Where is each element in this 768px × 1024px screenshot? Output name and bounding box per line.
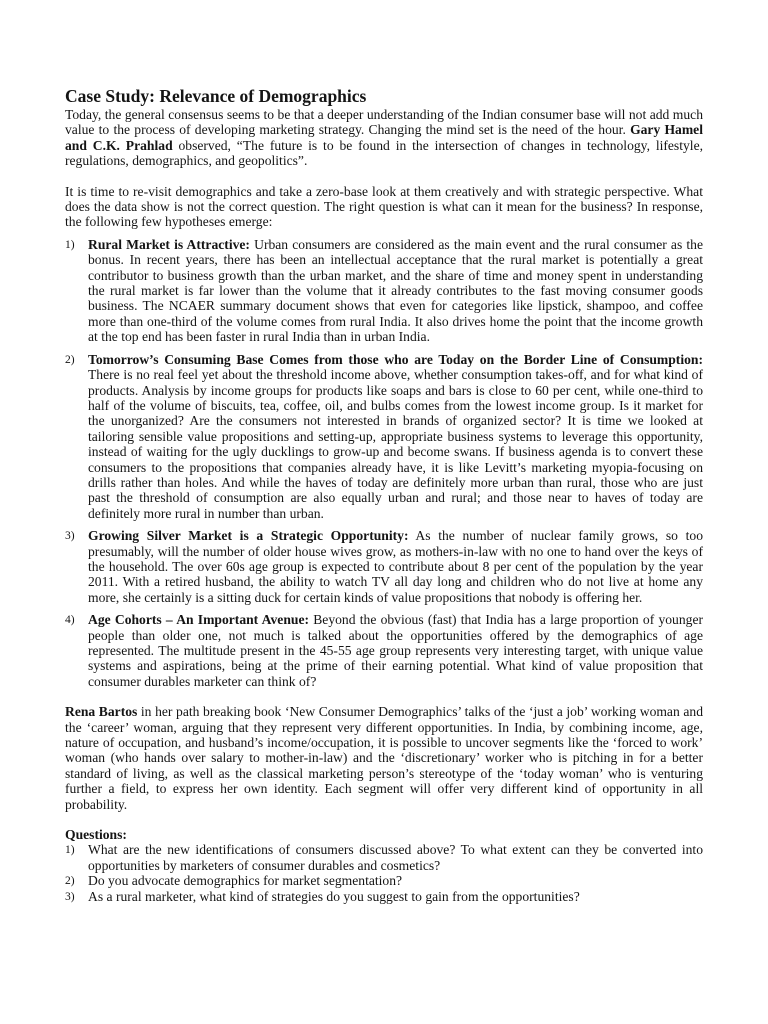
- list-item-number: 2): [65, 353, 75, 366]
- list-item-heading: Growing Silver Market is a Strategic Opportunity:: [88, 528, 409, 544]
- list-item-number: 1): [65, 238, 75, 251]
- intro-authors: Gary Hamel and C.K. Prahlad: [65, 122, 703, 153]
- question-number: 3): [65, 890, 75, 903]
- list-item: [65, 237, 703, 345]
- list-item-number: 3): [65, 530, 75, 543]
- questions-title: Questions:: [65, 827, 127, 843]
- list-item-heading: Tomorrow’s Consuming Base Comes from those who are Today on the Border Line of Consumption:: [88, 351, 703, 367]
- list-item-text: Urban consumers are considered as the main event and the rural consumer as the bonus. In recent years, there has been an intellectual acceptance that the rural market is potentially a great contributor to business growth than the urban market, and the share of time and money spent in understanding the rural market is far lower than the volume that it already contributes to the fast moving consumer goods business. The NCAER summary document shows that even for categories like lipstick, shampoo, and coffee more than one-third of the volume comes from rural India. It also drives home the point that the income growth at the top end has been faster in rural India than in urban India.: [88, 236, 703, 345]
- list-item-number: 4): [65, 614, 75, 627]
- list-item: [65, 612, 703, 689]
- question-number: 1): [65, 844, 75, 857]
- question-item: [65, 889, 703, 904]
- list-item-heading: Age Cohorts – An Important Avenue:: [88, 612, 310, 628]
- question-number: 2): [65, 875, 75, 888]
- list-item-text: Beyond the obvious (fast) that India has a large proportion of younger people than older one, not much is talked about the opportunities offered by the demographics of age represented. The multitude present in the 45-55 age group represents very interesting target, with unique value systems and aspirations, being at the prime of their earning potential. What kind of value proposition that consumer durables marketer can think of?: [88, 612, 703, 689]
- question-text: Do you advocate demographics for market segmentation?: [88, 873, 403, 889]
- list-item-text: There is no real feel yet about the threshold income above, whether consumption takes-off, and for what kind of products. Analysis by income groups for products like soaps and bars is close to 60 per cent, while one-third to half of the volume of biscuits, tea, coffee, oil, and bulbs comes from the lowest income group. Is it market for the unorganized? Are the consumers not interested in brands of organized sector? It is time we looked at tailoring sensible value propositions and setting-up, appropriate business systems to leverage this opportunity, instead of waiting for the ugly ducklings to grow-up and become swans. If business agenda is to convert these consumers to the propositions that companies already have, it is like Levitt’s marketing myopia-focusing on drills rather than holes. And while the haves of today are definitely more urban than rural, those who are just past the threshold of consumption are also equally urban and rural; and those near to haves of today are definitely more rural in number than urban.: [88, 367, 703, 521]
- intro-paragraph: [65, 107, 703, 169]
- bartos-author: Rena Bartos: [65, 704, 138, 720]
- questions-list: [65, 842, 703, 904]
- page-title: Case Study: Relevance of Demographics: [65, 86, 367, 106]
- question-text: As a rural marketer, what kind of strategies do you suggest to gain from the opportunities?: [88, 888, 580, 904]
- intro-text-before: Today, the general consensus seems to be that a deeper understanding of the Indian consumer base will not add much value to the process of developing marketing strategy. Changing the mind set is the need of the hour.: [65, 107, 703, 138]
- list-item: [65, 528, 703, 605]
- question-item: [65, 873, 703, 888]
- bartos-text: in her path breaking book ‘New Consumer Demographics’ talks of the ‘just a job’ working woman and the ‘career’ woman, arguing that they represent very different opportunities. In India, by combining income, age, nature of occupation, and husband’s income/occupation, it is possible to uncover segments like the ‘forced to work’ woman (who hands over salary to mother-in-law) and the ‘discretionary’ worker who is pitching in for a better standard of living, as well as the classical marketing person’s stereotype of the ‘today woman’ who is venturing further a field, to express her own identity. Each segment will offer very different kind of opportunity in all probability.: [65, 704, 703, 812]
- intro-quote: observed, “The future is to be found in the intersection of changes in technology, lifestyle, regulations, demographics, and geopolitics”.: [65, 137, 704, 169]
- bartos-paragraph: [65, 704, 703, 812]
- list-item-heading: Rural Market is Attractive:: [88, 236, 250, 252]
- question-item: [65, 842, 703, 873]
- question-text: What are the new identifications of consumers discussed above? To what extent can they be converted into opportunities by marketers of consumer durables and cosmetics?: [88, 842, 703, 873]
- hypotheses-list: [65, 237, 703, 689]
- hypotheses-intro-paragraph: It is time to re-visit demographics and take a zero-base look at them creatively and with strategic perspective. What does the data show is not the correct question. The right question is what can it mean for the business? In response, the following few hypotheses emerge:: [65, 183, 703, 230]
- document-content: [65, 86, 703, 904]
- list-item-text: As the number of nuclear family grows, so too presumably, will the number of older house wives grow, as mothers-in-law with no one to hand over the keys of the household. The over 60s age group is expected to contribute about 8 per cent of the population by the year 2011. With a retired husband, the ability to watch TV all day long and children who do not live at home any more, she certainly is a sitting duck for certain kinds of value propositions that nobody is offering her.: [88, 528, 703, 605]
- list-item: [65, 352, 703, 521]
